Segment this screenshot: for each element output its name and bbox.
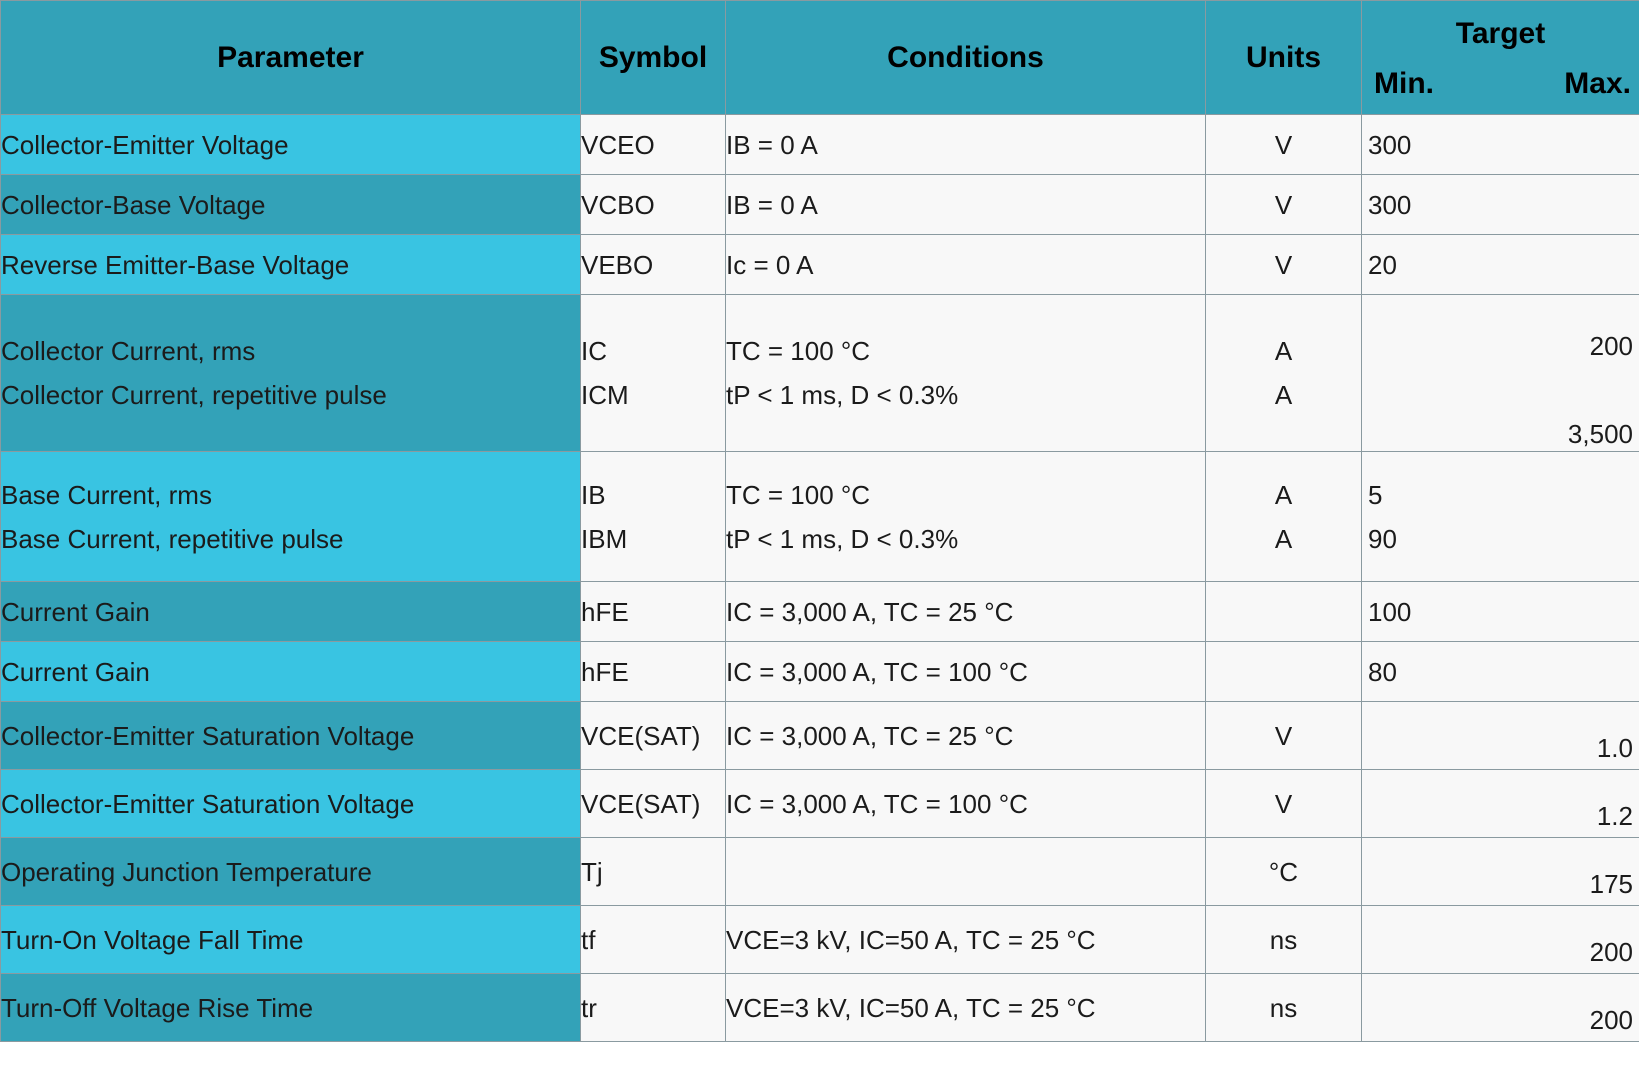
table-row [1, 770, 1639, 838]
symbol-cell [581, 838, 726, 906]
parameter-cell-line: Turn-Off Voltage Rise Time [1, 992, 314, 1023]
parameter-cell-line: Collector-Emitter Saturation Voltage [1, 788, 415, 819]
parameter-cell [1, 770, 581, 838]
conditions-cell-line: TC = 100 °C [726, 479, 871, 510]
target-max-value: 175 [1589, 869, 1633, 899]
table-row [1, 702, 1639, 770]
conditions-cell [726, 235, 1206, 295]
parameter-cell-line: Collector Current, rms [1, 336, 256, 366]
conditions-cell-line: tP < 1 ms, D < 0.3% [726, 523, 959, 554]
target-max-value: 200 [1589, 1005, 1633, 1035]
units-cell-line: V [1274, 249, 1293, 280]
symbol-cell-line: VCBO [581, 189, 655, 220]
conditions-cell [726, 175, 1206, 235]
target-min-value-2: 90 [1368, 524, 1397, 554]
conditions-cell-line: IC = 3,000 A, TC = 25 °C [726, 720, 1014, 751]
units-cell-line: A [1274, 380, 1293, 410]
units-cell [1206, 642, 1362, 702]
parameter-cell-line: Operating Junction Temperature [1, 856, 372, 887]
target-cell [1362, 702, 1639, 770]
units-cell [1206, 235, 1362, 295]
units-cell [1206, 175, 1362, 235]
header-row [1, 1, 1639, 115]
symbol-cell [581, 115, 726, 175]
symbol-cell [581, 235, 726, 295]
target-cell [1362, 838, 1639, 906]
target-max-value: 200 [1589, 331, 1633, 361]
symbol-cell-line: IC [581, 336, 607, 366]
header-target [1362, 1, 1639, 115]
parameter-cell-line: Current Gain [1, 596, 150, 627]
units-cell-line: A [1274, 479, 1293, 510]
units-cell [1206, 906, 1362, 974]
units-cell [1206, 115, 1362, 175]
units-cell [1206, 702, 1362, 770]
units-cell-line: A [1274, 523, 1293, 554]
units-cell-line: ns [1269, 992, 1298, 1023]
units-cell-line: V [1274, 720, 1293, 751]
target-cell [1362, 906, 1639, 974]
parameter-cell [1, 115, 581, 175]
units-cell-line: °C [1268, 856, 1299, 887]
parameter-cell [1, 235, 581, 295]
symbol-cell-line: tr [581, 992, 597, 1023]
parameter-cell-line: Base Current, repetitive pulse [1, 523, 344, 554]
table-row [1, 452, 1639, 582]
symbol-cell [581, 175, 726, 235]
conditions-cell-line: IC = 3,000 A, TC = 25 °C [726, 596, 1014, 627]
target-cell [1362, 175, 1639, 235]
symbol-cell-line: VCEO [581, 129, 655, 160]
symbol-cell [581, 295, 726, 452]
header-parameter: Parameter [1, 1, 581, 115]
units-cell-line: V [1274, 129, 1293, 160]
units-cell [1206, 582, 1362, 642]
symbol-cell [581, 582, 726, 642]
target-min-value: 100 [1368, 597, 1412, 627]
symbol-cell-line: tf [581, 924, 596, 955]
table-body [1, 115, 1639, 1042]
symbol-cell-line: IBM [581, 523, 628, 554]
symbol-cell-line: VCE(SAT) [581, 720, 701, 751]
target-cell [1362, 582, 1639, 642]
table-row [1, 115, 1639, 175]
conditions-cell-line: Ic = 0 A [726, 249, 814, 280]
units-cell [1206, 452, 1362, 582]
conditions-cell [726, 295, 1206, 452]
units-cell-line: ns [1269, 924, 1298, 955]
symbol-cell [581, 452, 726, 582]
parameter-cell [1, 642, 581, 702]
conditions-cell [726, 642, 1206, 702]
parameter-cell [1, 974, 581, 1042]
conditions-cell [726, 702, 1206, 770]
target-min-value: 300 [1368, 190, 1412, 220]
target-max-value: 200 [1589, 937, 1633, 967]
header-units: Units [1206, 1, 1362, 115]
header-max-label: Max. [1564, 67, 1631, 100]
target-cell [1362, 642, 1639, 702]
target-max-value: 1.2 [1596, 801, 1633, 831]
header-target-label: Target [1455, 17, 1546, 50]
parameter-cell-line: Collector Current, repetitive pulse [1, 380, 387, 410]
conditions-cell [726, 838, 1206, 906]
target-min-value: 300 [1368, 130, 1412, 160]
parameter-cell-line: Reverse Emitter-Base Voltage [1, 249, 350, 280]
conditions-cell-line: TC = 100 °C [726, 336, 871, 366]
table-row [1, 582, 1639, 642]
units-cell-line: A [1274, 336, 1293, 366]
parameter-cell [1, 452, 581, 582]
conditions-cell [726, 974, 1206, 1042]
parameter-cell [1, 295, 581, 452]
parameter-cell-line: Collector-Base Voltage [1, 189, 266, 220]
target-max-value: 1.0 [1596, 733, 1633, 763]
table-row [1, 906, 1639, 974]
table-row [1, 838, 1639, 906]
symbol-cell-line: Tj [581, 856, 603, 887]
units-cell [1206, 295, 1362, 452]
units-cell [1206, 974, 1362, 1042]
conditions-cell-line: IC = 3,000 A, TC = 100 °C [726, 788, 1028, 819]
conditions-cell [726, 452, 1206, 582]
conditions-cell-line: VCE=3 kV, IC=50 A, TC = 25 °C [726, 992, 1096, 1023]
target-cell [1362, 115, 1639, 175]
parameter-cell [1, 702, 581, 770]
conditions-cell-line: IC = 3,000 A, TC = 100 °C [726, 656, 1028, 687]
table-row [1, 642, 1639, 702]
target-cell [1362, 770, 1639, 838]
parameter-cell-line: Turn-On Voltage Fall Time [1, 924, 304, 955]
symbol-cell [581, 702, 726, 770]
symbol-cell [581, 906, 726, 974]
target-cell [1362, 974, 1639, 1042]
units-cell [1206, 838, 1362, 906]
table-row [1, 295, 1639, 452]
table-row [1, 175, 1639, 235]
symbol-cell [581, 770, 726, 838]
conditions-cell-line: tP < 1 ms, D < 0.3% [726, 380, 959, 410]
header-min-label: Min. [1374, 67, 1434, 100]
target-cell [1362, 235, 1639, 295]
conditions-cell-line: VCE=3 kV, IC=50 A, TC = 25 °C [726, 924, 1096, 955]
symbol-cell [581, 642, 726, 702]
conditions-cell-line: IB = 0 A [726, 189, 818, 220]
symbol-cell-line: ICM [581, 380, 629, 410]
conditions-cell [726, 582, 1206, 642]
units-cell-line: V [1274, 189, 1293, 220]
conditions-cell [726, 906, 1206, 974]
target-max-value-2: 3,500 [1567, 419, 1633, 449]
table-row [1, 235, 1639, 295]
symbol-cell-line: VEBO [581, 249, 654, 280]
parameter-cell [1, 582, 581, 642]
target-min-value: 20 [1368, 250, 1397, 280]
conditions-cell [726, 115, 1206, 175]
target-min-value: 80 [1368, 657, 1397, 687]
table-row [1, 974, 1639, 1042]
symbol-cell-line: VCE(SAT) [581, 788, 701, 819]
header-conditions: Conditions [726, 1, 1206, 115]
units-cell-line: V [1274, 788, 1293, 819]
units-cell [1206, 770, 1362, 838]
symbol-cell [581, 974, 726, 1042]
conditions-cell [726, 770, 1206, 838]
parameter-cell-line: Base Current, rms [1, 479, 212, 510]
parameter-cell-line: Current Gain [1, 656, 150, 687]
parameter-cell [1, 906, 581, 974]
parameter-cell-line: Collector-Emitter Saturation Voltage [1, 720, 415, 751]
symbol-cell-line: hFE [581, 656, 629, 687]
header-symbol: Symbol [581, 1, 726, 115]
symbol-cell-line: IB [581, 479, 606, 510]
parameter-cell [1, 175, 581, 235]
target-cell [1362, 452, 1639, 582]
parameter-cell [1, 838, 581, 906]
symbol-cell-line: hFE [581, 596, 629, 627]
conditions-cell-line: IB = 0 A [726, 129, 818, 160]
target-min-value: 5 [1368, 480, 1383, 510]
target-cell [1362, 295, 1639, 452]
parameter-cell-line: Collector-Emitter Voltage [1, 129, 289, 160]
